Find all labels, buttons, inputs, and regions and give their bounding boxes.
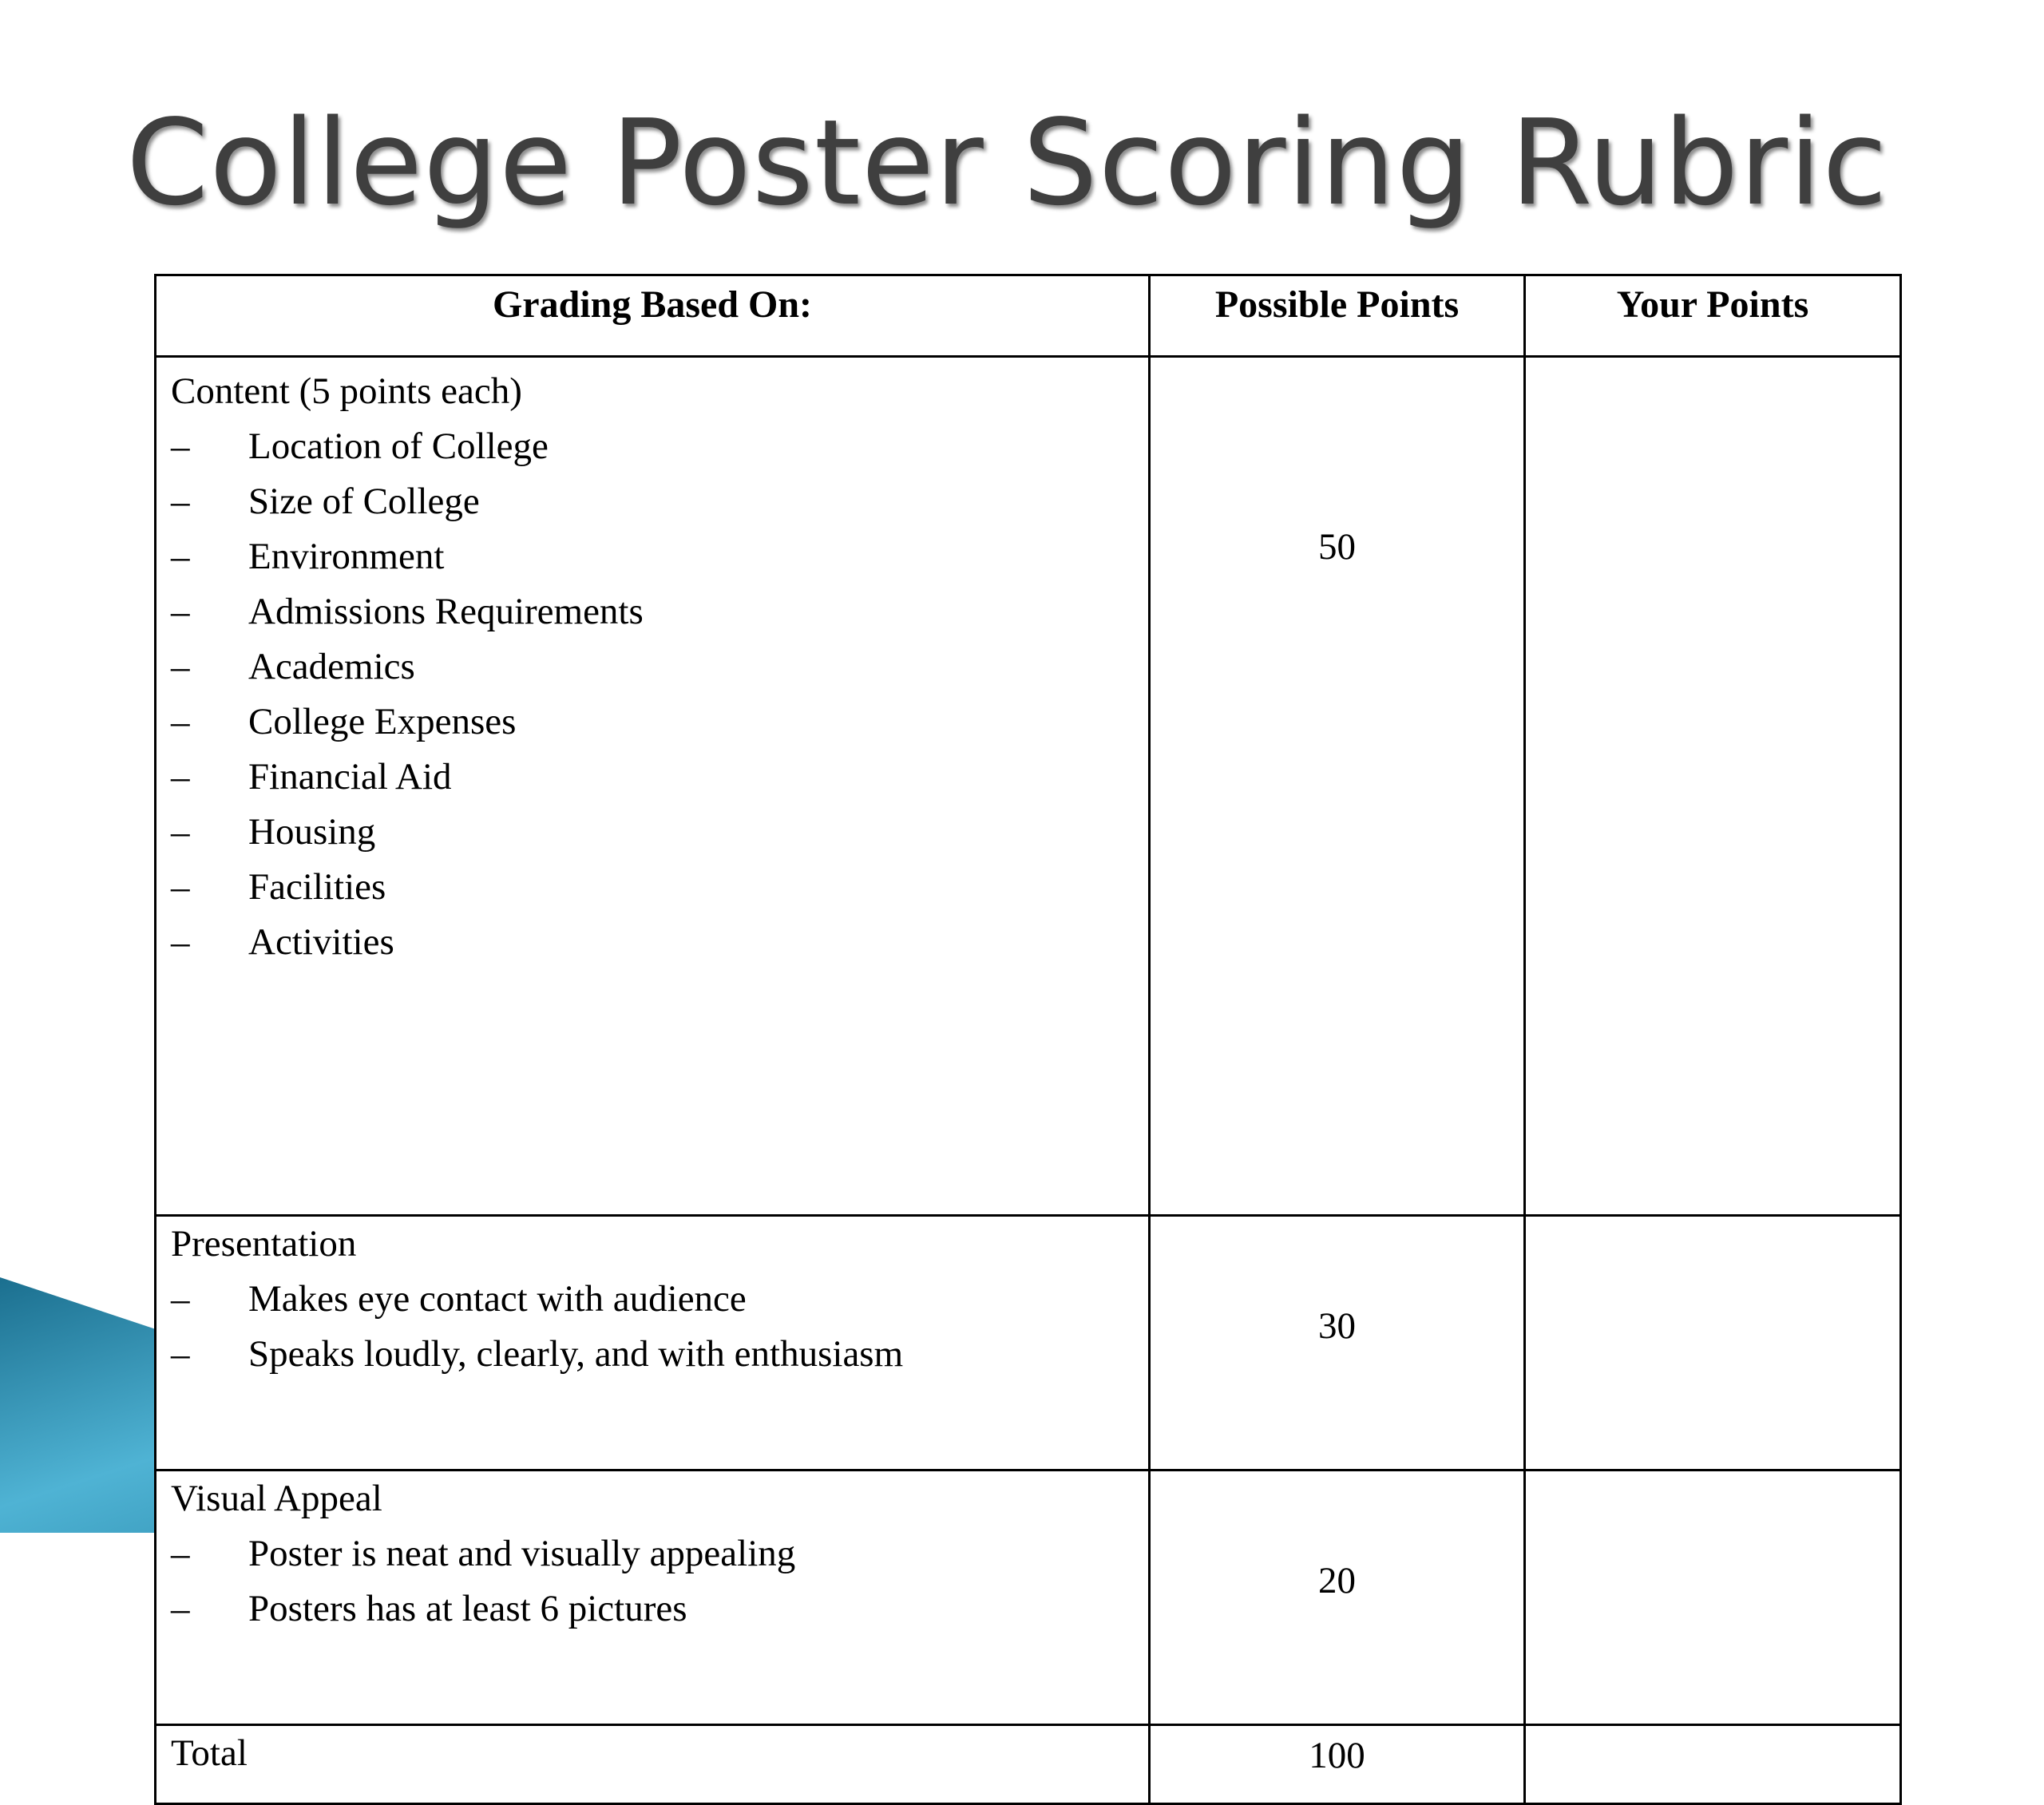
criteria-item bbox=[156, 1327, 1148, 1382]
criteria-item bbox=[156, 529, 1148, 584]
criteria-item-label: Size of College bbox=[248, 481, 480, 522]
criteria-item-label: Makes eye contact with audience bbox=[248, 1278, 747, 1320]
criteria-item-label: Admissions Requirements bbox=[248, 591, 644, 632]
header-your-points: Your Points bbox=[1525, 275, 1901, 357]
possible-points-cell: 30 bbox=[1150, 1216, 1525, 1471]
your-points-cell[interactable] bbox=[1525, 1471, 1901, 1725]
criteria-item bbox=[156, 915, 1148, 970]
criteria-item-label: Activities bbox=[248, 921, 394, 963]
criteria-item bbox=[156, 860, 1148, 915]
criteria-item bbox=[156, 639, 1148, 695]
criteria-item bbox=[156, 1272, 1148, 1327]
table-row-total bbox=[156, 1725, 1901, 1804]
criteria-item-label: Housing bbox=[248, 811, 376, 853]
criteria-item-label: Location of College bbox=[248, 426, 549, 467]
criteria-item bbox=[156, 750, 1148, 805]
total-label-cell bbox=[156, 1725, 1150, 1804]
bullet-dash: – bbox=[171, 921, 190, 963]
bullet-dash: – bbox=[171, 866, 190, 908]
criteria-item bbox=[156, 584, 1148, 639]
criteria-item-label: Academics bbox=[248, 646, 415, 687]
table-row-visual-appeal bbox=[156, 1471, 1901, 1725]
bullet-dash: – bbox=[171, 536, 190, 577]
criteria-item-label: Poster is neat and visually appealing bbox=[248, 1533, 796, 1574]
header-row bbox=[156, 275, 1901, 357]
page-title: College Poster Scoring Rubric bbox=[126, 94, 1888, 232]
bullet-dash: – bbox=[171, 481, 190, 522]
bullet-dash: – bbox=[171, 646, 190, 687]
criteria-item bbox=[156, 419, 1148, 474]
bullet-dash: – bbox=[171, 701, 190, 742]
bullet-dash: – bbox=[171, 591, 190, 632]
category-label: Presentation bbox=[171, 1223, 357, 1265]
possible-points-cell: 20 bbox=[1150, 1471, 1525, 1725]
header-possible-points: Possible Points bbox=[1150, 275, 1525, 357]
total-possible-points: 100 bbox=[1150, 1725, 1525, 1804]
criteria-cell bbox=[156, 357, 1150, 1216]
category-label: Content (5 points each) bbox=[171, 370, 522, 412]
criteria-item bbox=[156, 474, 1148, 529]
criteria-item-label: Posters has at least 6 pictures bbox=[248, 1588, 687, 1629]
possible-points-cell: 50 bbox=[1150, 357, 1525, 1216]
your-points-cell[interactable] bbox=[1525, 1216, 1901, 1471]
criteria-item-label: Environment bbox=[248, 536, 445, 577]
bullet-dash: – bbox=[171, 756, 190, 798]
criteria-item bbox=[156, 1581, 1148, 1637]
bullet-dash: – bbox=[171, 1533, 190, 1574]
category-label: Visual Appeal bbox=[171, 1478, 382, 1519]
criteria-cell bbox=[156, 1216, 1150, 1471]
bullet-dash: – bbox=[171, 426, 190, 467]
bullet-dash: – bbox=[171, 1333, 190, 1375]
criteria-item bbox=[156, 805, 1148, 860]
total-your-points[interactable] bbox=[1525, 1725, 1901, 1804]
criteria-item bbox=[156, 1526, 1148, 1581]
header-grading-based-on: Grading Based On: bbox=[156, 275, 1150, 357]
total-label: Total bbox=[171, 1732, 248, 1774]
table-row-presentation bbox=[156, 1216, 1901, 1471]
criteria-item-label: College Expenses bbox=[248, 701, 517, 742]
criteria-item-label: Speaks loudly, clearly, and with enthusiasm bbox=[248, 1333, 904, 1375]
your-points-cell[interactable] bbox=[1525, 357, 1901, 1216]
table-row-content bbox=[156, 357, 1901, 1216]
bullet-dash: – bbox=[171, 1278, 190, 1320]
criteria-item-label: Financial Aid bbox=[248, 756, 452, 798]
criteria-item-label: Facilities bbox=[248, 866, 386, 908]
rubric-table bbox=[154, 274, 1902, 1805]
criteria-item bbox=[156, 695, 1148, 750]
criteria-cell bbox=[156, 1471, 1150, 1725]
bullet-dash: – bbox=[171, 1588, 190, 1629]
bullet-dash: – bbox=[171, 811, 190, 853]
